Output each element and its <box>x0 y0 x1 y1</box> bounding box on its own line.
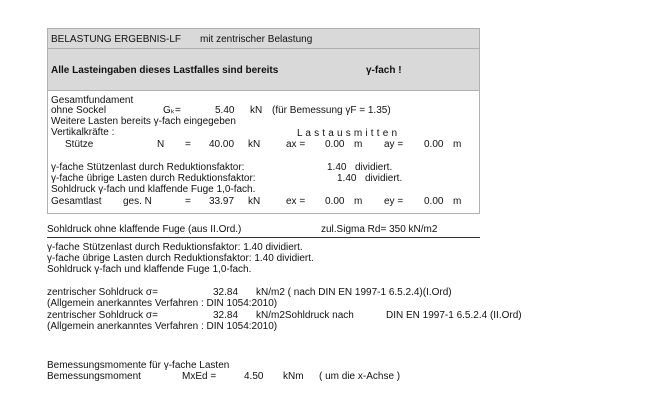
section2-sohldruck-note: Sohldruck γ-fach und klaffende Fuge 1,0-fach. <box>47 264 252 275</box>
reduction-other-suffix: dividiert. <box>365 173 403 184</box>
gesamtlast-label: Gesamtlast <box>51 196 102 207</box>
section3-heading: Bemessungsmomente für γ-fache Lasten <box>47 360 230 371</box>
header-subtitle: mit zentrischer Belastung <box>200 34 313 45</box>
stuetze-value: 40.00 <box>209 139 235 150</box>
moment-note: ( um die x-Achse ) <box>319 371 401 382</box>
panel-line-ohne-sockel: ohne Sockel <box>51 105 107 116</box>
moment-unit: kNm <box>283 371 304 382</box>
zentrisch2-note: (Allgemein anerkanntes Verfahren : DIN 1054:2010) <box>47 321 278 332</box>
section2-heading: Sohldruck ohne klaffende Fuge (aus II.Ord.) <box>47 224 242 235</box>
stuetze-unit: kN <box>248 139 261 150</box>
zentrisch2-reference: DIN EN 1997-1 6.5.2.4 (II.Ord) <box>386 310 522 321</box>
gk-note: (für Bemessung γF = 1.35) <box>272 105 391 116</box>
zentrisch1-value: 32.84 <box>213 287 239 298</box>
lastausmitten-heading: L a s t a u s m i t t e n <box>297 128 398 139</box>
gesamtlast-value: 33.97 <box>209 196 235 207</box>
gesamtlast-symbol: ges. N <box>123 196 152 207</box>
ay-label: ay = <box>384 139 404 150</box>
stuetze-equals: = <box>185 139 191 150</box>
sohldruck-note: Sohldruck γ-fach und klaffende Fuge 1,0-fach. <box>51 184 256 195</box>
ex-unit: m <box>354 196 363 207</box>
zentrisch1-label: zentrischer Sohldruck σ= <box>47 287 158 298</box>
gesamtlast-unit: kN <box>248 196 261 207</box>
zentrisch2-value: 32.84 <box>213 310 239 321</box>
zentrisch2-text: kN/m2Sohldruck nach <box>256 310 354 321</box>
panel-line-gesamtfundament: Gesamtfundament <box>51 95 134 106</box>
ey-label: ey = <box>384 196 404 207</box>
ey-value: 0.00 <box>424 196 444 207</box>
header-notice-left: Alle Lasteingaben dieses Lastfalles sind bereits <box>51 65 279 76</box>
loads-panel <box>47 91 480 214</box>
section2-allowable-stress: zul.Sigma Rd= 350 kN/m2 <box>321 224 438 235</box>
header-notice-right: γ-fach ! <box>366 65 402 76</box>
moment-symbol: MxEd = <box>182 371 217 382</box>
gk-symbol: Gₖ= <box>163 105 181 116</box>
section2-reduction-other: γ-fache übrige Lasten durch Reduktionsfaktor: 1.40 dividiert. <box>47 253 314 264</box>
ex-value: 0.00 <box>325 196 345 207</box>
zentrisch1-note: (Allgemein anerkanntes Verfahren : DIN 1054:2010) <box>47 298 278 309</box>
ay-unit: m <box>453 139 462 150</box>
section2-reduction-column: γ-fache Stützenlast durch Reduktionsfaktor: 1.40 dividiert. <box>47 242 303 253</box>
ax-unit: m <box>354 139 363 150</box>
reduction-column-value: 1.40 <box>327 162 347 173</box>
ex-label: ex = <box>286 196 306 207</box>
zentrisch2-label: zentrischer Sohldruck σ= <box>47 310 158 321</box>
panel-line-weitere-lasten: Weitere Lasten bereits γ-fach eingegeben <box>51 116 236 127</box>
panel-line-vertikalkraefte: Vertikalkräfte : <box>51 127 115 138</box>
section2-divider <box>47 237 480 238</box>
stuetze-label: Stütze <box>65 139 94 150</box>
reduction-other-text: γ-fache übrige Lasten durch Reduktionsfaktor: <box>51 173 256 184</box>
ay-value: 0.00 <box>424 139 444 150</box>
reduction-other-value: 1.40 <box>337 173 357 184</box>
gk-value: 5.40 <box>215 105 235 116</box>
gesamtlast-equals: = <box>185 196 191 207</box>
zentrisch1-text: kN/m2 ( nach DIN EN 1997-1 6.5.2.4)(I.Ord) <box>256 287 452 298</box>
moment-label: Bemessungsmoment <box>47 371 141 382</box>
gk-unit: kN <box>250 105 263 116</box>
ey-unit: m <box>453 196 462 207</box>
reduction-column-text: γ-fache Stützenlast durch Reduktionsfaktor: <box>51 162 245 173</box>
ax-value: 0.00 <box>325 139 345 150</box>
stuetze-symbol: N <box>157 139 165 150</box>
header-title: BELASTUNG ERGEBNIS-LF <box>51 34 182 45</box>
reduction-column-suffix: dividiert. <box>355 162 393 173</box>
ax-label: ax = <box>286 139 306 150</box>
moment-value: 4.50 <box>244 371 264 382</box>
